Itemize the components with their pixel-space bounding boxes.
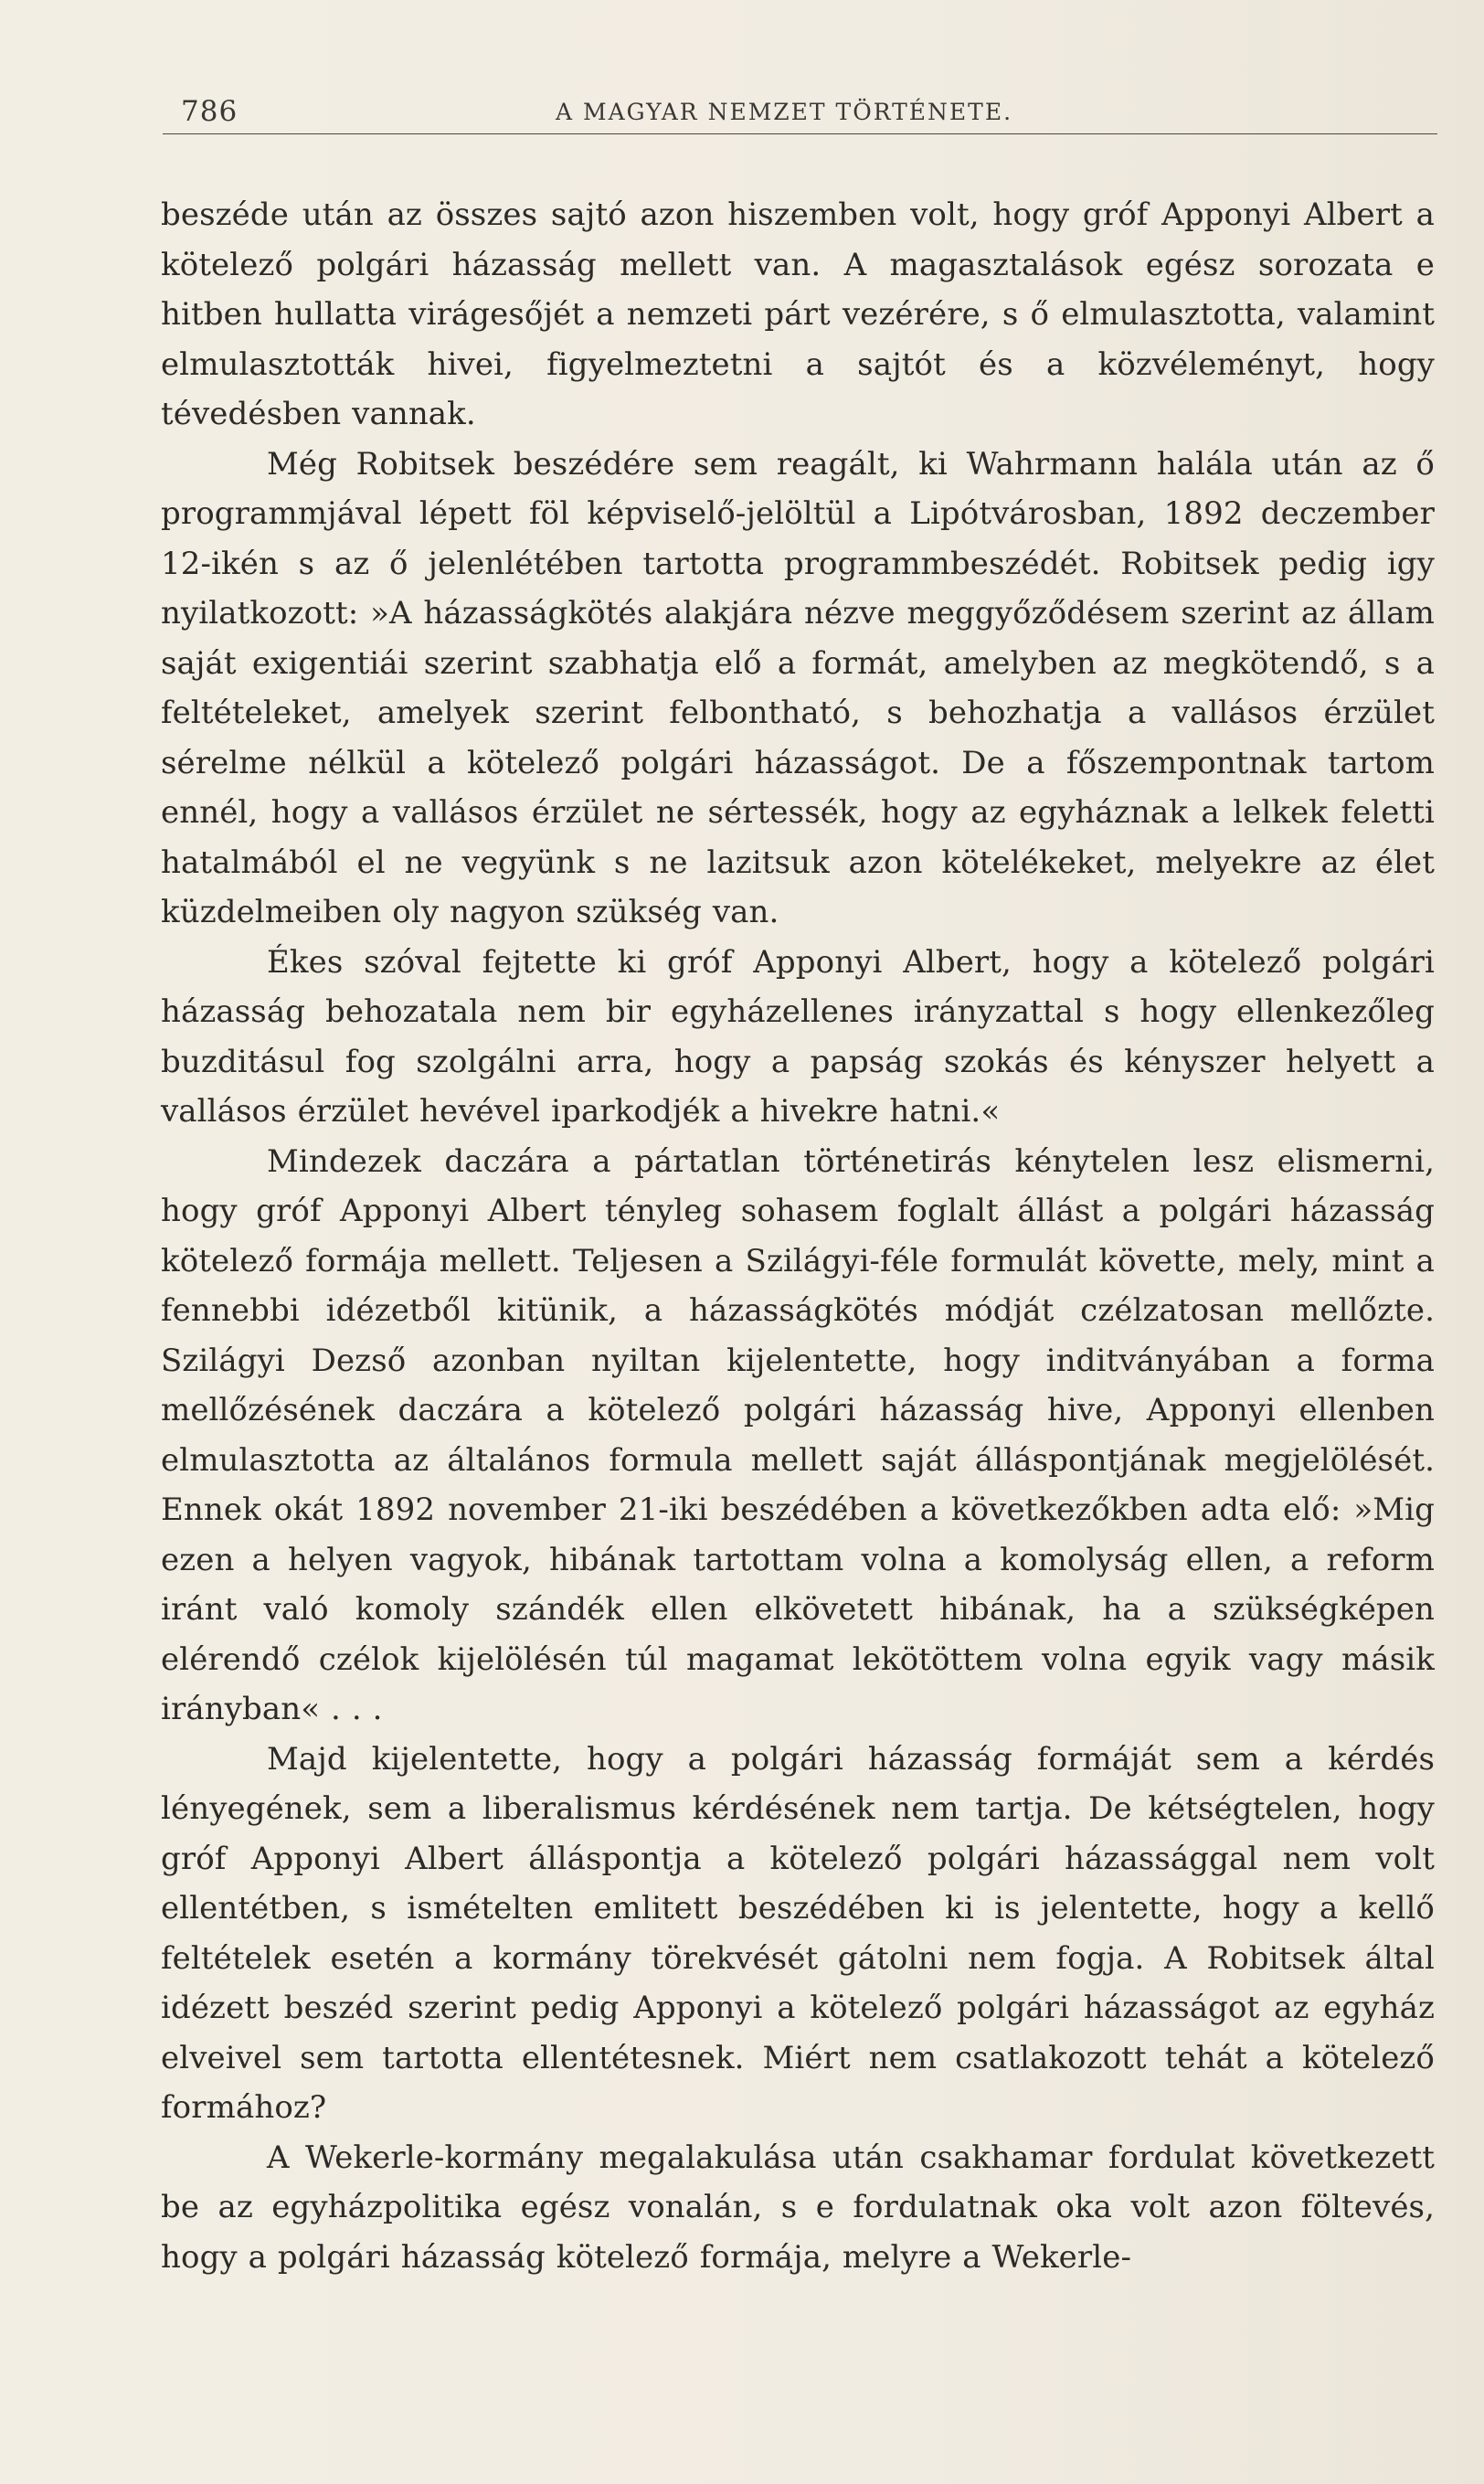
header-rule — [163, 133, 1437, 134]
paragraph-4: Mindezek daczára a pártatlan történetirás kénytelen lesz elismerni, hogy gróf Apponyi Albert tényleg sohasem foglalt állást a polgári házasság kötelező formája mellett. Teljesen a Szilágyi-féle formulát követte, mely, mint a fennebbi idézetből kitünik, a házasságkötés módját czélzatosan mellőzte. Szilágyi Dezső azonban nyiltan kijelentette, hogy inditványában a forma mellőzésének daczára a kötelező polgári házasság hive, Apponyi ellenben elmulasztotta az általános formula mellett saját álláspontjának megjelölését. Ennek okát 1892 november 21-iki beszédében a következőkben adta elő: »Mig ezen a helyen vagyok, hibának tartottam volna a komolyság ellen, a reform iránt való komoly szándék ellen elkövetett hibának, ha a szükségképen elérendő czélok kijelölésén túl magamat lekötöttem volna egyik vagy másik irányban« . . . — [161, 1142, 1435, 1727]
paragraph-2: Még Robitsek beszédére sem reagált, ki Wahrmann halála után az ő programmjával lépett föl képviselő-jelöltül a Lipótvárosban, 1892 deczember 12-ikén s az ő jelenlétében tartotta programmbeszédét. Robitsek pedig igy nyilatkozott: »A házasságkötés alakjára nézve meggyőződésem szerint az állam saját exigentiái szerint szabhatja elő a formát, amelyben az megkötendő, s a feltételeket, amelyek szerint felbontható, s behozhatja a vallásos érzület sérelme nélkül a kötelező polgári házasságot. De a főszempontnak tartom ennél, hogy a vallásos érzület ne sértessék, hogy az egyháznak a lelkek feletti hatalmából el ne vegyünk s ne lazitsuk azon kötelékeket, melyekre az élet küzdelmeiben oly nagyon szükség van. — [161, 445, 1435, 930]
page-number: 786 — [181, 95, 238, 128]
paragraph-5: Majd kijelentette, hogy a polgári házasság formáját sem a kérdés lényegének, sem a liberalismus kérdésének nem tartja. De kétségtelen, hogy gróf Apponyi Albert álláspontja a kötelező polgári házassággal nem volt ellentétben, s ismételten emlitett beszédében ki is jelentette, hogy a kellő feltételek esetén a kormány törekvését gátolni nem fogja. A Robitsek által idézett beszéd szerint pedig Apponyi a kötelező polgári házasságot az egyház elveivel sem tartotta ellentétesnek. Miért nem csatlakozott tehát a kötelező formához? — [161, 1740, 1435, 2126]
running-head: A MAGYAR NEMZET TÖRTÉNETE. — [556, 99, 1013, 125]
body-text — [161, 190, 1435, 2282]
paragraph-1: beszéde után az összes sajtó azon hiszemben volt, hogy gróf Apponyi Albert a kötelező polgári házasság mellett van. A magasztalások egész sorozata e hitben hullatta virágesőjét a nemzeti párt vezérére, s ő elmulasztotta, valamint elmulasztották hivei, figyelmeztetni a sajtót és a közvéleményt, hogy tévedésben vannak. — [161, 196, 1435, 432]
paragraph-6: A Wekerle-kormány megalakulása után csakhamar fordulat következett be az egyházpolitika egész vonalán, s e fordulatnak oka volt azon föltevés, hogy a polgári házasság kötelező formája, melyre a Wekerle- — [161, 2139, 1435, 2276]
paragraph-3: Ékes szóval fejtette ki gróf Apponyi Albert, hogy a kötelező polgári házasság behozatala nem bir egyházellenes irányzattal s hogy ellenkezőleg buzditásul fog szolgálni arra, hogy a papság szokás és kényszer helyett a vallásos érzület hevével iparkodjék a hivekre hatni.« — [161, 943, 1435, 1130]
page-header — [161, 88, 1440, 132]
